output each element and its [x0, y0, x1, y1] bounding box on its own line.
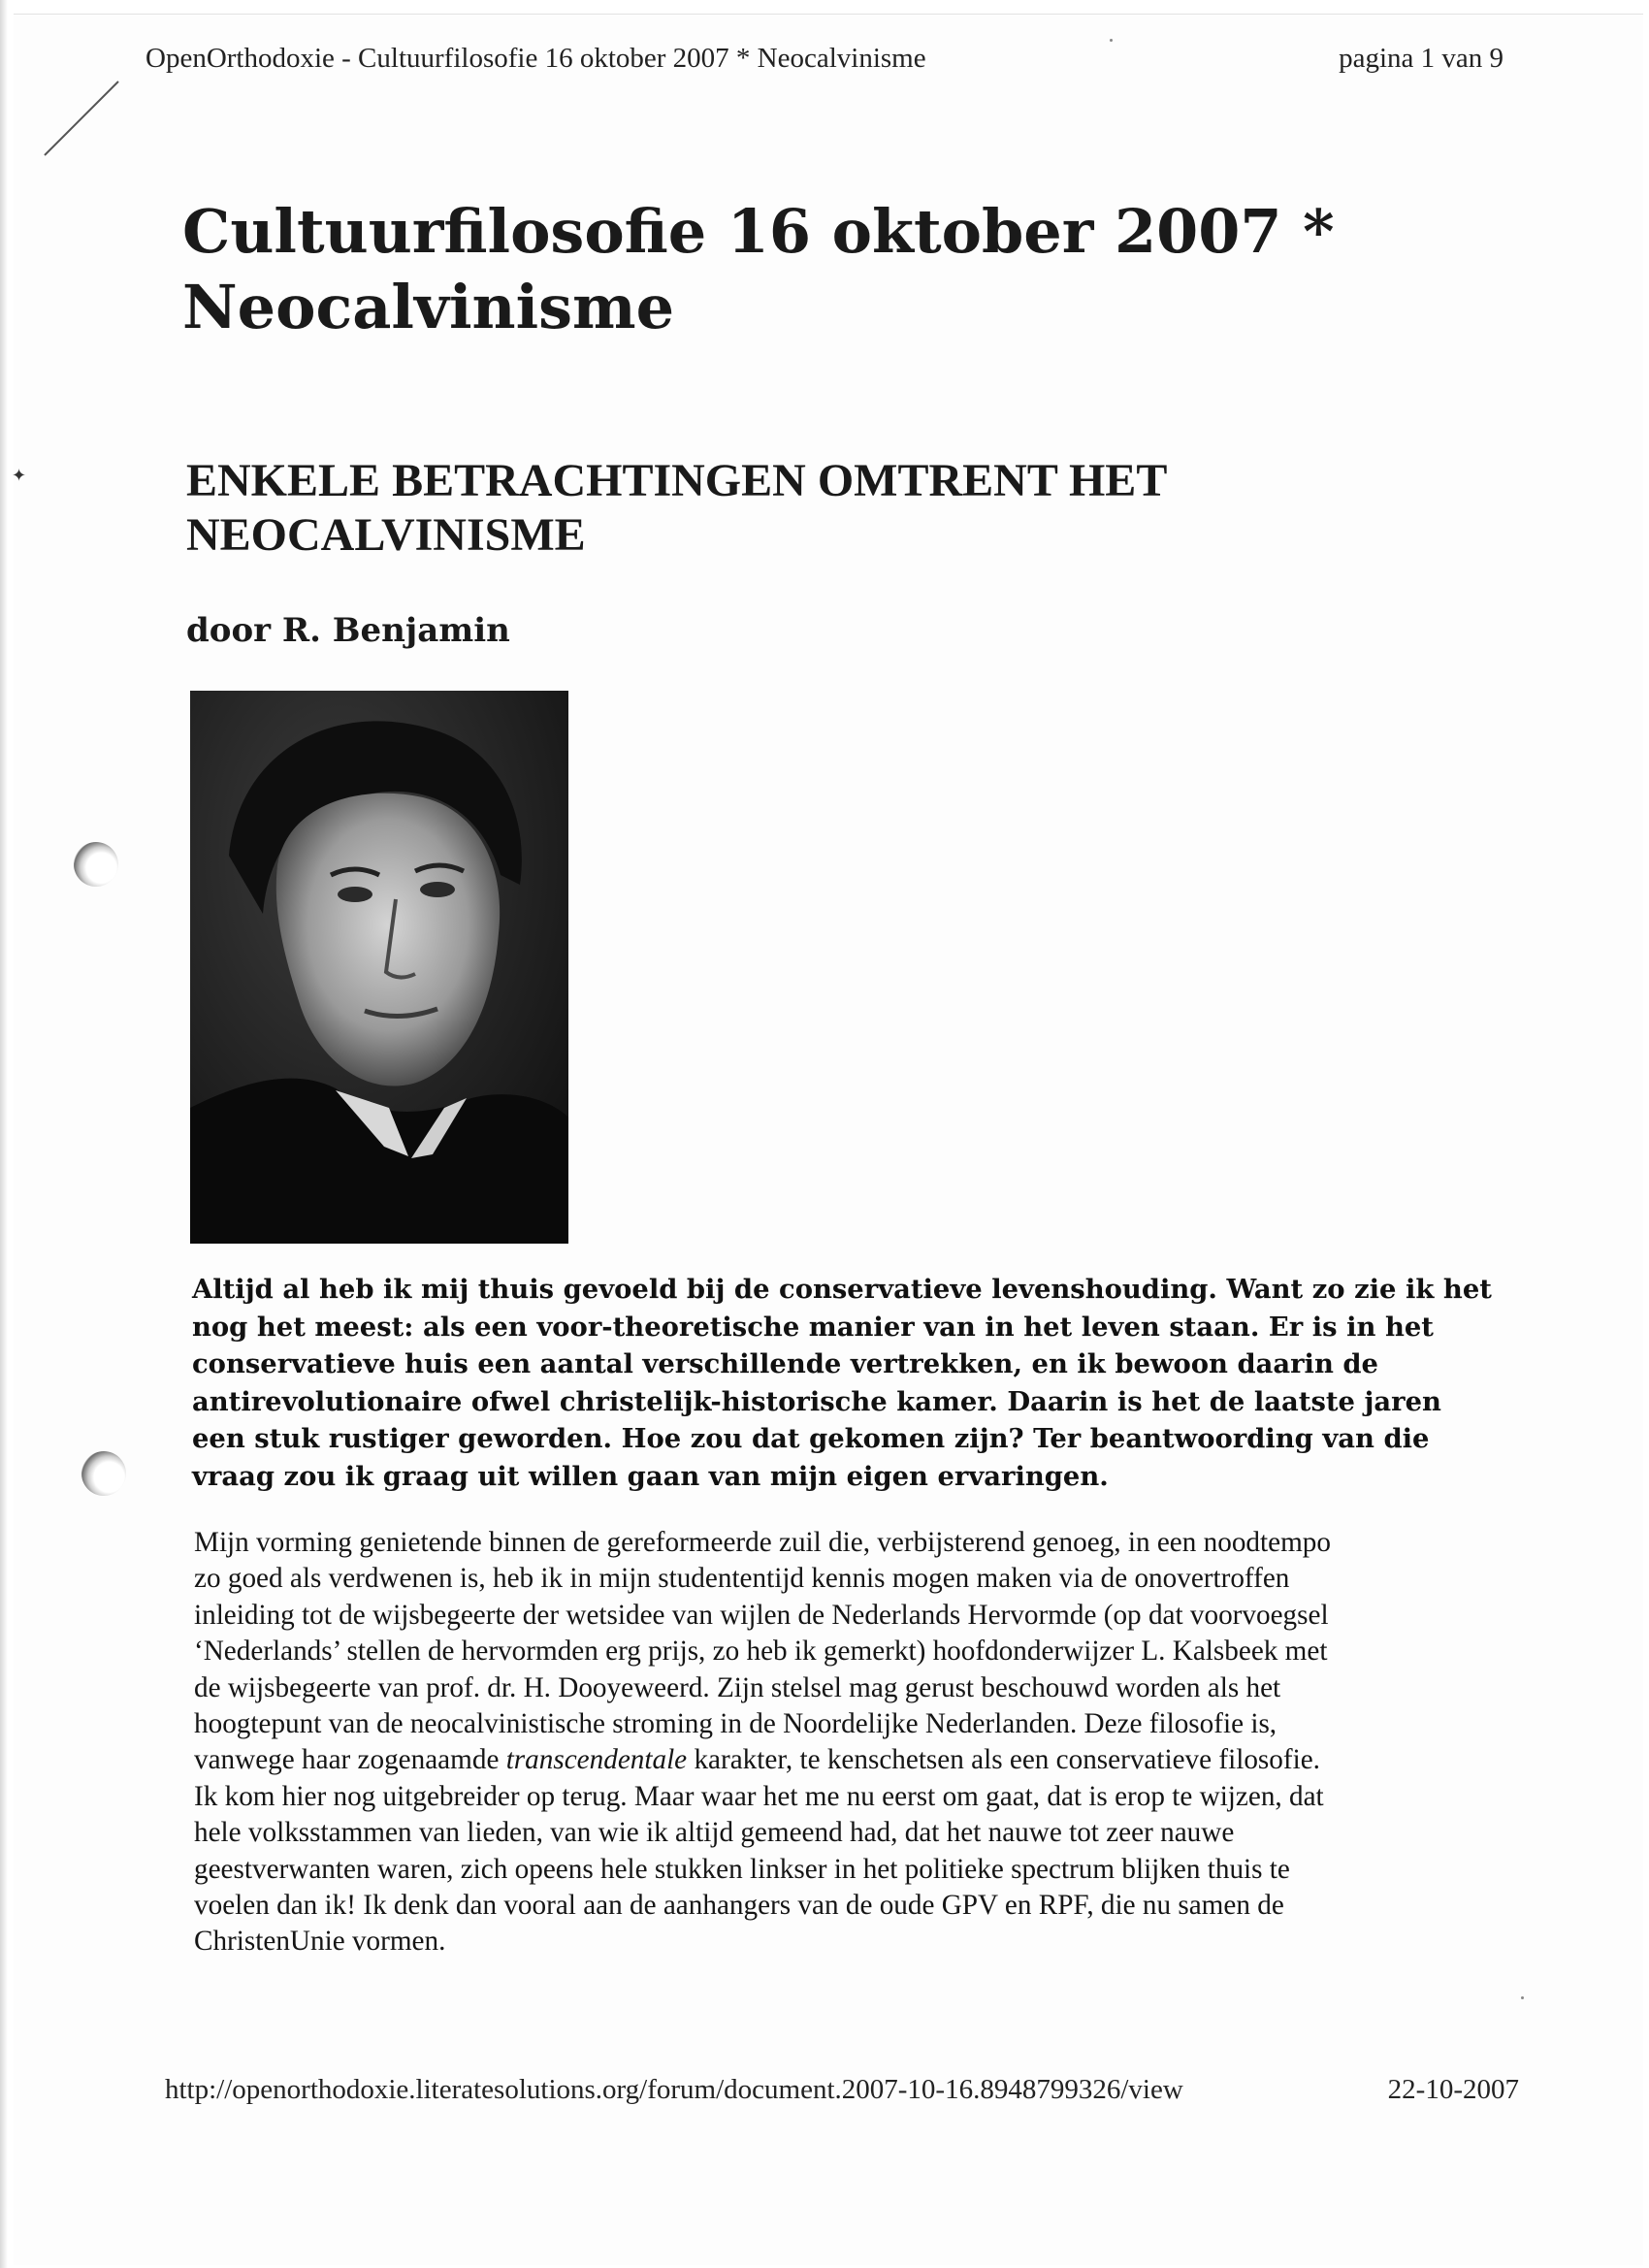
portrait-photo: [190, 691, 568, 1244]
body-line: geestverwanten waren, zich opeens hele stukken linkser in het politieke spectrum blijken thuis te: [194, 1853, 1290, 1885]
portrait-drawing: [190, 691, 568, 1244]
lead-line: Altijd al heb ik mij thuis gevoeld bij de conservatieve levenshouding. Want zo zie ik het: [192, 1274, 1492, 1305]
title-line-1: Cultuurfilosofie 16 oktober 2007 *: [182, 196, 1335, 267]
body-line: voelen dan ik! Ik denk dan vooral aan de aanhangers van de oude GPV en RPF, die nu samen de: [194, 1890, 1284, 1922]
lead-line: nog het meest: als een voor-theoretische manier van in het leven staan. Er is in het: [192, 1311, 1434, 1343]
margin-mark: ✦: [12, 466, 27, 485]
header-title: OpenOrthodoxie - Cultuurfilosofie 16 oktober 2007 * Neocalvinisme: [146, 43, 926, 74]
page-number: pagina 1 van 9: [1339, 43, 1504, 74]
title-line-2: Neocalvinisme: [182, 272, 675, 342]
scan-edge: [0, 0, 8, 2268]
body-line: inleiding tot de wijsbegeerte der wetsidee van wijlen de Nederlands Hervormde (op dat voorvoegsel: [194, 1599, 1329, 1631]
lead-line: vraag zou ik graag uit willen gaan van mijn eigen ervaringen.: [192, 1460, 1109, 1492]
body-line: Ik kom hier nog uitgebreider op terug. Maar waar het me nu eerst om gaat, dat is erop te wijzen, dat: [194, 1780, 1324, 1812]
body-text-segment: vanwege haar zogenaamde: [194, 1744, 506, 1776]
body-line: de wijsbegeerte van prof. dr. H. Dooyeweerd. Zijn stelsel mag gerust beschouwd worden als het: [194, 1671, 1281, 1703]
lead-line: een stuk rustiger geworden. Hoe zou dat gekomen zijn? Ter beantwoording van die: [192, 1423, 1430, 1454]
body-paragraph: [194, 1525, 1513, 1960]
body-line: hele volksstammen van lieden, van wie ik altijd gemeend had, dat het nauwe tot zeer nauwe: [194, 1817, 1235, 1849]
emphasized-term: transcendentale: [505, 1744, 688, 1776]
body-line: zo goed als verdwenen is, heb ik in mijn studententijd kennis mogen maken via de onovertroffen: [194, 1563, 1290, 1595]
article-subtitle: [186, 454, 1350, 563]
body-line: Mijn vorming genietende binnen de gereformeerde zuil die, verbijsterend genoeg, in een noodtempo: [194, 1527, 1331, 1558]
body-line: ‘Nederlands’ stellen de hervormden erg prijs, zo heb ik gemerkt) hoofdonderwijzer L. Kalsbeek met: [194, 1636, 1328, 1668]
body-line: ChristenUnie vormen.: [194, 1926, 446, 1958]
scan-speck: [1110, 39, 1113, 42]
subtitle-line-1: ENKELE BETRACHTINGEN OMTRENT HET: [186, 455, 1168, 506]
punch-hole: [81, 1451, 126, 1496]
scan-speck: [1521, 1996, 1524, 1999]
print-date: 22-10-2007: [1387, 2074, 1519, 2105]
author-byline: door R. Benjamin: [186, 611, 510, 650]
pen-stroke-mark: [39, 78, 126, 165]
lead-paragraph: [192, 1271, 1511, 1495]
body-text-segment: karakter, te kenschetsen als een conservatieve filosofie.: [687, 1744, 1320, 1776]
lead-line: antirevolutionaire ofwel christelijk-historische kamer. Daarin is het de laatste jaren: [192, 1385, 1441, 1417]
punch-hole: [74, 842, 118, 887]
article-title: [182, 194, 1395, 345]
source-url[interactable]: http://openorthodoxie.literatesolutions.org/forum/document.2007-10-16.8948799326/view: [165, 2074, 1183, 2105]
lead-line: conservatieve huis een aantal verschillende vertrekken, en ik bewoon daarin de: [192, 1348, 1378, 1379]
body-line: [194, 1742, 1513, 1778]
body-line: hoogtepunt van de neocalvinistische stroming in de Noordelijke Nederlanden. Deze filosofie is,: [194, 1708, 1277, 1740]
subtitle-line-2: NEOCALVINISME: [186, 509, 586, 561]
